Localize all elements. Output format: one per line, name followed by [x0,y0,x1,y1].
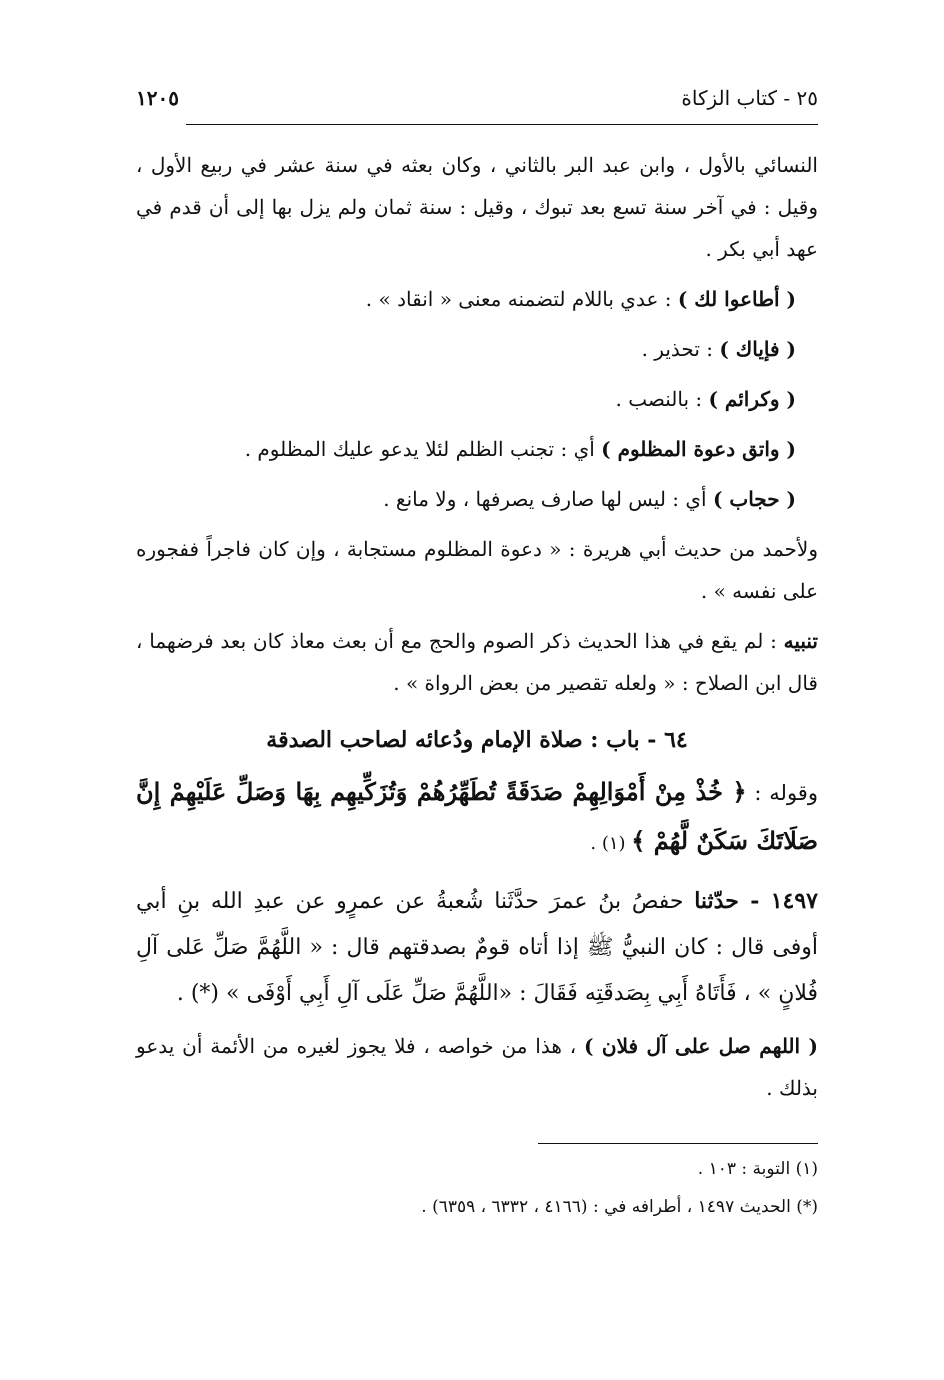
header-rule [186,124,818,125]
chapter-title: ٢٥ - كتاب الزكاة [681,86,818,110]
gloss-term: ( فإياك ) [719,337,796,361]
footnote-1: (١) التوبة : ١٠٣ . [697,1159,818,1179]
paragraph-ahmad: ولأحمد من حديث أبي هريرة : « دعوة المظلوم مستجابة ، وإن كان فاجراً ففجوره على نفسه » . [136,537,818,603]
commentary-term: ( اللهم صل على آل فلان ) [584,1034,818,1058]
verse-text: ﴿ خُذْ مِنْ أَمْوَالِهِمْ صَدَقَةً تُطَهِّرُهُمْ وَتُزَكِّيهِم بِهَا وَصَلِّ عَلَيْهِمْ إِنَّ صَلَاتَكَ سَكَنٌ لَّهُمْ ﴾ [136,777,818,855]
note-text: : لم يقع في هذا الحديث ذكر الصوم والحج مع أن بعث معاذ كان بعد فرضهما ، قال ابن الصلاح : « ولعله تقصير من بعض الرواة » . [136,629,818,695]
gloss-line [136,328,818,370]
gloss-text: أي : ليس لها صارف يصرفها ، ولا مانع . [383,487,713,511]
page [136,80,818,1226]
gloss-term: ( أطاعوا لك ) [677,287,796,311]
gloss-text: : عدي باللام لتضمنه معنى « انقاد » . [365,287,678,311]
gloss-term: ( واتق دعوة المظلوم ) [601,437,796,461]
section-heading: ٦٤ - باب : صلاة الإمام ودُعائه لصاحب الصدقة [266,727,688,753]
gloss-line [136,428,818,470]
page-number: ١٢٠٥ [136,86,179,110]
gloss-line [136,478,818,520]
gloss-text: : تحذير . [641,337,720,361]
gloss-term: ( وكرائم ) [708,387,796,411]
page-body [136,144,818,1226]
commentary-text: ، هذا من خواصه ، فلا يجوز لغيره من الأئمة أن يدعو بذلك . [136,1034,818,1100]
footnote-2: (*) الحديث ١٤٩٧ ، أطرافه في : (٤١٦٦ ، ٦٣٣٢ ، ٦٣٥٩) . [421,1197,818,1217]
paragraph-commentary [136,1025,818,1109]
verse-ref: (١) . [590,833,632,854]
gloss-text: : بالنصب . [615,387,709,411]
gloss-term: ( حجاب ) [712,487,796,511]
gloss-line [136,278,818,320]
hadith-number: ١٤٩٧ - حدّثنا [694,888,818,914]
gloss-text: أي : تجنب الظلم لئلا يدعو عليك المظلوم . [244,437,602,461]
quran-verse [136,768,818,868]
gloss-line [136,378,818,420]
verse-intro: وقوله : [746,781,818,805]
footnote-rule [538,1143,818,1144]
paragraph-note [136,620,818,704]
running-header [136,80,818,120]
paragraph-intro: النسائي بالأول ، وابن عبد البر بالثاني ، وكان بعثه في سنة عشر في ربيع الأول ، وقيل : في آخر سنة تسع بعد تبوك ، وقيل : سنة ثمان ولم يزل بها إلى أن قدم في عهد أبي بكر . [136,153,818,261]
hadith-text [136,878,818,1017]
note-label: تنبيه [783,629,818,653]
hadith-body: حفصُ بنُ عمرَ حدَّثَنا شُعبةُ عن عمرٍو عن عبدِ الله بنِ أبي أوفى قال : كان النبيُّ ﷺ إذا أتاه قومٌ بصدقتهم قال : « اللَّهُمَّ صَلِّ عَلى آلِ فُلانٍ » ، فَأَتَاهُ أَبِي بِصَدقَتِه فَقَالَ : «اللَّهُمَّ صَلِّ عَلَى آلِ أَبِي أَوْفَى » (*) . [136,889,818,1006]
